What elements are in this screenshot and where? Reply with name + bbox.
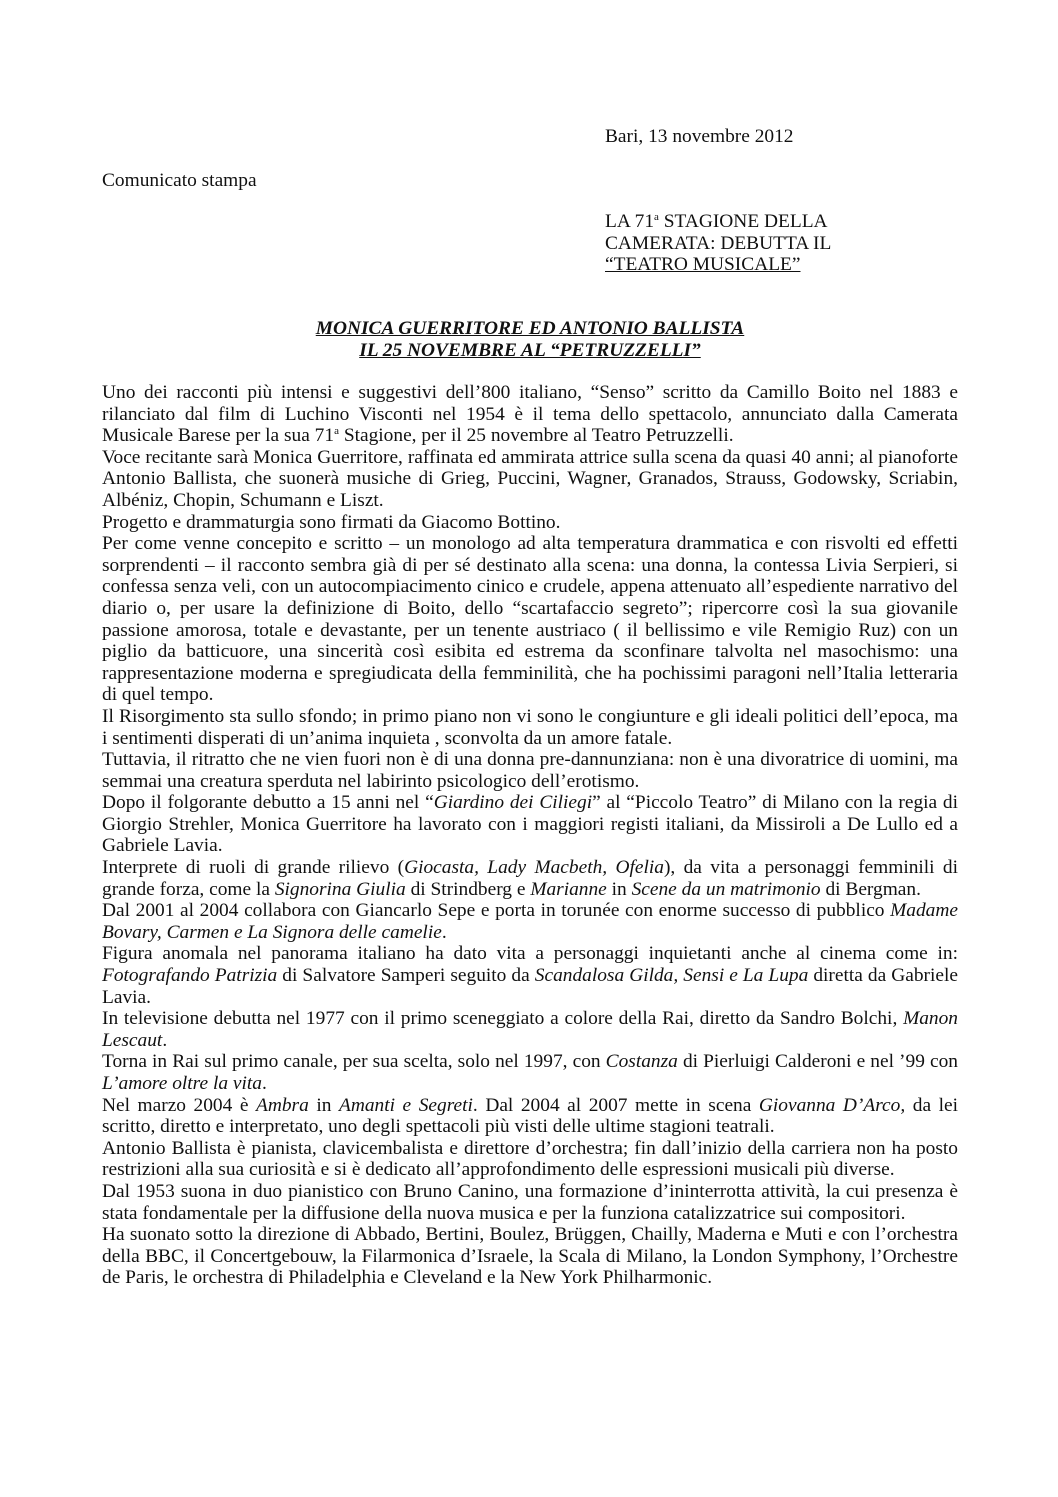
p8-italic-1: Giocasta, Lady Macbeth, Ofelia <box>404 857 664 879</box>
paragraph-10 <box>102 943 958 1008</box>
p8-text-d: in <box>606 878 632 900</box>
p11-text-a: In televisione debutta nel 1977 con il primo sceneggiato a colore della Rai, diretto da Sandro Bolchi, <box>102 1008 904 1030</box>
document-label: Comunicato stampa <box>102 170 257 191</box>
season-headline <box>605 211 905 276</box>
p13-italic-3: Giovanna D’Arco, <box>758 1094 906 1116</box>
headline-line-1-a: LA 71 <box>605 211 655 232</box>
paragraph-5: Il Risorgimento sta sullo sfondo; in primo piano non vi sono le congiunture e gli ideali politici dell’epoca, ma i sentimenti disperati di un’anima inquieta , sconvolta da un amore fatale. <box>102 705 958 749</box>
p10-italic-1: Fotografando Patrizia <box>102 965 278 987</box>
p13-text-a: Nel marzo 2004 è <box>102 1094 257 1116</box>
body-text <box>102 382 958 1289</box>
p13-italic-2: Amanti e Segreti <box>339 1094 473 1116</box>
paragraph-15: Dal 1953 suona in duo pianistico con Bruno Canino, una formazione d’ininterrotta attività, la cui presenza è stata fondamentale per la diffusione della nuova musica e per la funziona catalizzatrice sui compositori. <box>102 1180 958 1224</box>
p7-italic: Giardino dei Ciliegi <box>433 792 593 814</box>
p8-text-a: Interprete di ruoli di grande rilievo ( <box>102 857 405 879</box>
paragraph-12 <box>102 1051 958 1094</box>
paragraph-14: Antonio Ballista è pianista, clavicembalista e direttore d’orchestra; fin dall’inizio della carriera non ha posto restrizioni alla sua curiosità e si è dedicato all’approfondimento delle espressioni musicali più diverse. <box>102 1137 958 1181</box>
p13-text-d: da lei scritto, diretto e interpretato, uno degli spettacoli più visti delle ultime stagioni teatrali. <box>102 1094 958 1138</box>
p1-text-b: Stagione, per il 25 novembre al Teatro Petruzzelli. <box>338 425 734 447</box>
headline-line-1 <box>605 211 905 233</box>
p12-italic-2: L’amore oltre la vita <box>102 1073 262 1094</box>
p12-text-a: Torna in Rai sul primo canale, per sua scelta, solo nel 1997, con <box>102 1051 606 1073</box>
p11-text-b: . <box>162 1029 168 1051</box>
p7-text-a: Dopo il folgorante debutto a 15 anni nel “ <box>102 792 434 814</box>
p13-text-c: . Dal 2004 al 2007 mette in scena <box>472 1094 759 1116</box>
p8-italic-2: Signorina Giulia <box>274 878 406 900</box>
paragraph-11 <box>102 1008 958 1051</box>
paragraph-8 <box>102 857 958 900</box>
paragraph-16: Ha suonato sotto la direzione di Abbado, Bertini, Boulez, Brüggen, Chailly, Maderna e Muti e con l’orchestra della BBC, il Concertgebouw, la Filarmonica d’Israele, la Scala di Milano, la London Symphony, l’Orchestre de Paris, le orchestra di Philadelphia e Cleveland e la New York Philharmonic. <box>102 1224 958 1289</box>
paragraph-6: Tuttavia, il ritratto che ne vien fuori non è di una donna pre-dannunziana: non è una divoratrice di uomini, ma semmai una creatura sperduta nel labirinto psicologico dell’erotismo. <box>102 749 958 792</box>
p11-italic: Manon Lescaut <box>102 1008 958 1051</box>
p8-italic-3: Marianne <box>530 878 607 900</box>
p8-text-c: di Strindberg e <box>405 878 531 900</box>
p7-text-b: ” al “Piccolo Teatro” di Milano con la regia di Giorgio Strehler, Monica Guerritore ha lavorato con i maggiori registi italiani, da Missiroli a De Lullo ed a Gabriele Lavia. <box>102 792 958 857</box>
paragraph-2: Voce recitante sarà Monica Guerritore, raffinata ed ammirata attrice sulla scena da quasi 40 anni; al pianoforte Antonio Ballista, che suonerà musiche di Grieg, Puccini, Wagner, Granados, Strauss, Godowsky, Scriabin, Albéniz, Chopin, Schumann e Liszt. <box>102 446 958 511</box>
headline-line-3: “TEATRO MUSICALE” <box>605 254 801 276</box>
p10-text-c: diretta da Gabriele Lavia. <box>102 965 958 1008</box>
paragraph-7 <box>102 792 958 857</box>
title-line-1: MONICA GUERRITORE ED ANTONIO BALLISTA <box>315 318 745 339</box>
p9-italic: Madame Bovary, Carmen e La Signora delle camelie <box>102 900 958 943</box>
p1-superscript: a <box>334 425 339 438</box>
p9-text-a: Dal 2001 al 2004 collabora con Giancarlo Sepe e porta in torunée con enorme successo di pubblico <box>102 900 891 922</box>
p8-text-e: di Bergman. <box>820 878 921 900</box>
paragraph-9 <box>102 900 958 943</box>
p8-italic-4: Scene da un matrimonio <box>631 878 821 900</box>
paragraph-4: Per come venne concepito e scritto – un monologo ad alta temperatura drammatica e con risvolti ed effetti sorprendenti – il racconto sembra già di per sé destinato alla scena: una donna, la contessa Livia Serpieri, si confessa senza veli, con un autocompiacimento cinico e crudele, appena attenuato all’espediente narrativo del diario o, per usare la definizione di Boito, dello “scartafaccio segreto”; ripercorre così la sua giovanile passione amorosa, totale e devastante, per un tenente austriaco ( il bellissimo e vile Remigio Ruz) con un piglio da batticuore, una sincerità così esibita ed estrema da sconfinare talvolta nel masochismo: una rappresentazione moderna e spregiudicata della femminilità, che ha pochissimi paragoni nell’Italia letteraria di quel tempo. <box>102 533 958 706</box>
date-line: Bari, 13 novembre 2012 <box>605 126 794 147</box>
p10-text-a: Figura anomala nel panorama italiano ha dato vita a personaggi inquietanti anche al cinema come in: <box>102 943 958 965</box>
paragraph-1 <box>102 382 958 447</box>
p12-text-b: di Pierluigi Calderoni e nel ’99 con <box>677 1051 958 1073</box>
paragraph-13 <box>102 1095 958 1138</box>
p8-text-b: ), da vita a personaggi femminili di grande forza, come la <box>102 857 958 900</box>
p13-text-b: in <box>308 1094 339 1116</box>
p1-text-a: Uno dei racconti più intensi e suggestivi dell’800 italiano, “Senso” scritto da Camillo Boito nel 1883 e rilanciato dal film di Luchino Visconti nel 1954 è il tema dello spettacolo, annunciato dalla Camerata Musicale Barese per la sua 71 <box>102 382 958 447</box>
p12-text-c: . <box>261 1073 267 1094</box>
title-line-2: IL 25 NOVEMBRE AL “PETRUZZELLI” <box>359 339 701 361</box>
p13-italic-1: Ambra <box>256 1094 309 1116</box>
headline-line-2: CAMERATA: DEBUTTA IL <box>605 232 832 254</box>
main-title <box>102 318 958 361</box>
p10-italic-2: Scandalosa Gilda, Sensi e La Lupa <box>534 965 809 987</box>
p10-text-b: di Salvatore Samperi seguito da <box>277 965 535 987</box>
paragraph-3: Progetto e drammaturgia sono firmati da Giacomo Bottino. <box>102 511 561 533</box>
headline-superscript: a <box>654 211 659 223</box>
p9-text-b: . <box>441 921 447 943</box>
p12-italic-1: Costanza <box>605 1051 678 1073</box>
headline-line-1-b: STAGIONE DELLA <box>658 211 828 232</box>
